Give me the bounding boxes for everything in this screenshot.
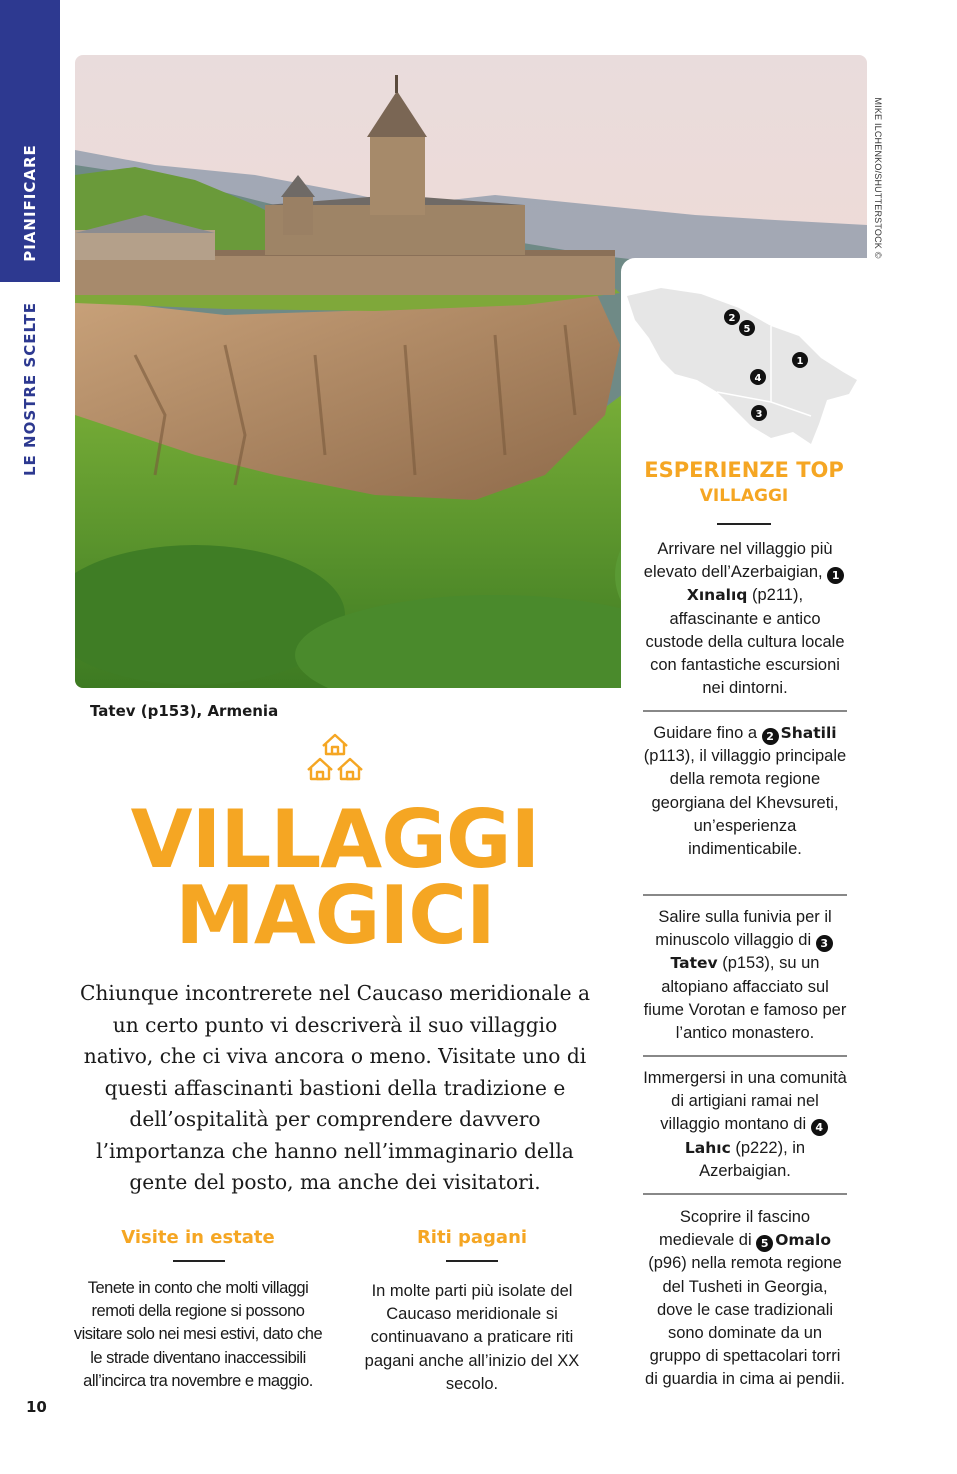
- experience-item: Guidare fino a 2 Shatili (p113), il villaggio principale della remota regione georgiana del Khevsureti, un’esperienza indimenticabile.: [643, 724, 847, 859]
- number-badge: 3: [816, 935, 833, 952]
- experience-item: Immergersi in una comunità di artigiani ramai nel villaggio montano di 4Lahıc (p222), in Azerbaigian.: [643, 1069, 847, 1180]
- houses-icon: [306, 732, 364, 782]
- map-marker-3: [751, 405, 767, 421]
- experience-item: Salire sulla funivia per il minuscolo villaggio di 3Tatev (p153), su un altopiano affacciato sul fiume Vorotan e famoso per l’antico monastero.: [643, 908, 847, 1043]
- divider: [643, 1055, 847, 1057]
- region-map: [621, 276, 867, 466]
- intro-paragraph: Chiunque incontrerete nel Caucaso meridionale a un certo punto vi descriverà il suo villaggio nativo, che ci viva ancora o meno. Visitate uno di questi affascinanti bastioni della tradizione e dell’ospitalità per comprendere davvero l’importanza che hanno nell’immaginario della gente del posto, ma anche dei visitatori.: [79, 981, 591, 1194]
- number-badge: 1: [827, 567, 844, 584]
- divider: [643, 1193, 847, 1195]
- photo-credit: MIKE ILCHENKO/SHUTTERSTOCK ©: [873, 97, 883, 259]
- svg-text:1: 1: [796, 356, 804, 367]
- col2-heading: Riti pagani: [416, 1227, 528, 1248]
- page-title-line1: VILLAGGI: [130, 793, 540, 886]
- col2-rule: [446, 1260, 498, 1262]
- map-marker-4: [750, 369, 766, 385]
- place-name: Xınalıq: [686, 586, 748, 605]
- svg-text:5: 5: [743, 324, 751, 335]
- top-experiences-sidebar: [621, 258, 867, 1448]
- col1-heading: Visite in estate: [121, 1227, 275, 1248]
- place-name: Omalo: [775, 1231, 831, 1250]
- sidebar-subheading: VILLAGGI: [699, 486, 789, 506]
- page-title-line2: MAGICI: [175, 869, 495, 962]
- experience-item: Arrivare nel villaggio più elevato dell’Azerbaigian, 1Xınalıq (p211), affascinante e antico custode della cultura locale con fantastiche escursioni nei dintorni.: [643, 540, 845, 698]
- section-label: PIANIFICARE: [21, 144, 39, 262]
- place-name: Lahıc: [684, 1138, 731, 1157]
- divider: [643, 894, 847, 896]
- photo-caption: Tatev (p153), Armenia: [90, 702, 279, 720]
- page-number: 10: [26, 1398, 47, 1416]
- number-badge: 5: [756, 1235, 773, 1252]
- divider: [643, 710, 847, 712]
- place-name: Shatili: [780, 724, 837, 742]
- number-badge: 2: [762, 728, 779, 745]
- experience-item: Scoprire il fascino medievale di 5 Omalo (p96) nella remota regione del Tusheti in Georgia, dove le case tradizionali sono dominate da un gruppo di spettacolari torri di guardia in cima ai pendii.: [645, 1208, 845, 1389]
- col1-rule: [173, 1260, 225, 1262]
- map-marker-5: [739, 320, 755, 336]
- svg-text:3: 3: [755, 409, 763, 420]
- map-marker-1: [792, 352, 808, 368]
- col1-text: Tenete in conto che molti villaggi remoti della regione si possono visitare solo nei mesi estivi, dato che le strade diventano inaccessibili all’incirca tra novembre e maggio.: [73, 1279, 323, 1390]
- sidebar-heading: ESPERIENZE TOP: [644, 458, 844, 482]
- map-marker-2: [724, 309, 740, 325]
- place-name: Tatev: [670, 954, 718, 973]
- sidebar-heading-rule: [717, 523, 771, 525]
- svg-text:4: 4: [754, 373, 762, 384]
- number-badge: 4: [811, 1119, 828, 1136]
- svg-text:2: 2: [728, 313, 736, 324]
- subsection-label: LE NOSTRE SCELTE: [21, 302, 39, 476]
- col2-text: In molte parti più isolate del Caucaso meridionale si continuavano a praticare riti pagani anche all’inizio del XX secolo.: [364, 1282, 580, 1393]
